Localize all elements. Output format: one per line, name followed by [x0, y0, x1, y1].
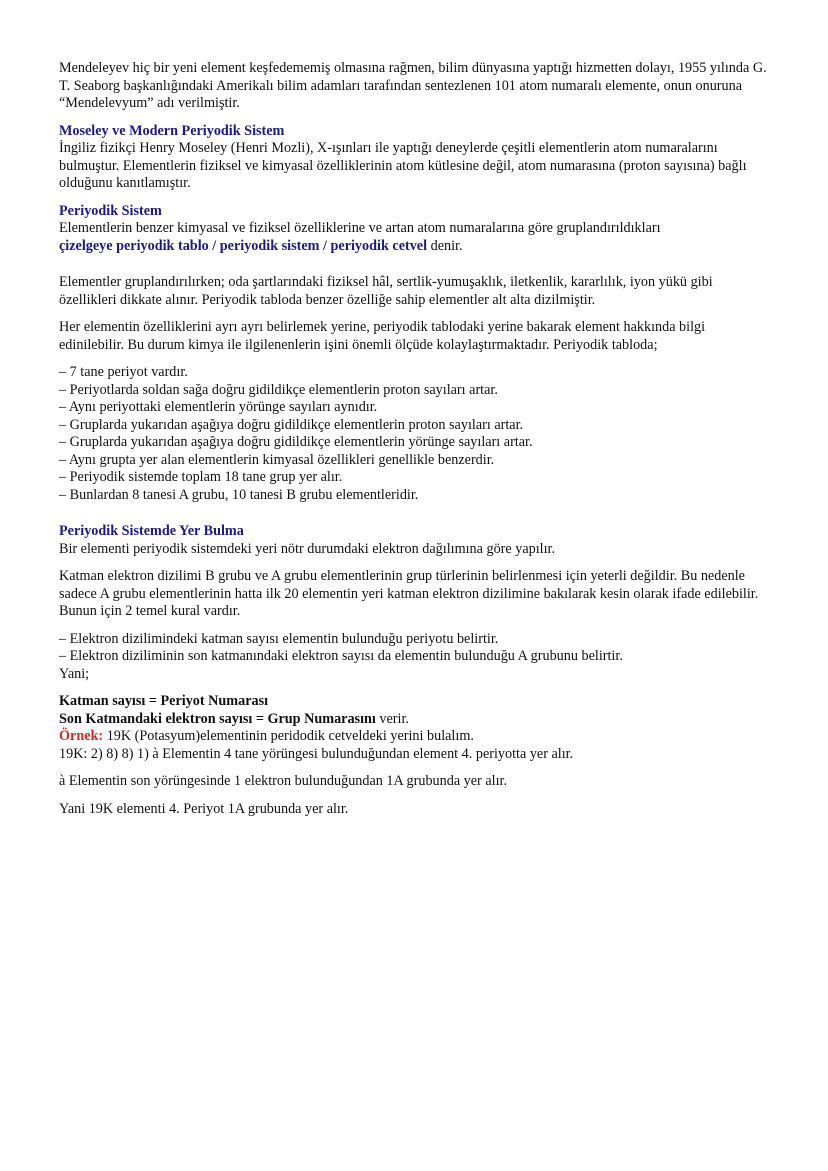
rule-group-bold: Son Katmandaki elektron sayısı = Grup Numarasını [59, 710, 376, 727]
moseley-paragraph: İngiliz fizikçi Henry Moseley (Henri Mozli), X-ışınları ile yaptığı deneylerde çeşitli elementlerin atom numaralarını bulmuştur. Elementlerin fiziksel ve kimyasal özelliklerinin atom kütlesine değil, atom numarasına (proton sayısına) bağlı olduğunu kanıtlamıştır. [59, 140, 747, 191]
benefit-paragraph: Her elementin özelliklerini ayrı ayrı belirlemek yerine, periyodik tablodaki yerine bakarak element hakkında bilgi edinilebilir. Bu durum kimya ile ilgilenenlerin işini önemli ölçüde kolaylaştırmaktadır. Periyodik tabloda; [59, 319, 706, 353]
periodic-facts-list [59, 364, 771, 504]
list-item: – 7 tane periyot vardır. [59, 364, 188, 380]
list-item: – Aynı periyottaki elementlerin yörünge sayıları aynıdır. [59, 399, 378, 415]
conclusion: Yani 19K elementi 4. Periyot 1A grubunda yer alır. [59, 800, 349, 817]
definition-prefix: Elementlerin benzer kimyasal ve fiziksel özelliklerine ve artan atom numaralarına göre gruplandırıldıkları [59, 220, 661, 236]
rules-list [59, 631, 771, 666]
list-item: – Elektron dizilimindeki katman sayısı elementin bulunduğu periyotu belirtir. [59, 630, 499, 647]
periodic-definition [59, 220, 771, 255]
periodic-heading: Periyodik Sistem [59, 202, 162, 219]
example-group-line: à Elementin son yörüngesinde 1 elektron bulunduğundan 1A grubunda yer alır. [59, 773, 507, 789]
example-text: 19K (Potasyum)elementinin peridodik cetveldeki yerini bulalım. [103, 728, 474, 744]
document-page [59, 60, 771, 818]
example-line [59, 728, 771, 746]
list-item: – Periyodik sistemde toplam 18 tane grup yer alır. [59, 469, 343, 485]
list-item: – Gruplarda yukarıdan aşağıya doğru gidildikçe elementlerin yörünge sayıları artar. [59, 434, 533, 450]
grouping-paragraph: Elementler gruplandırılırken; oda şartlarındaki fiziksel hâl, sertlik-yumuşaklık, iletkenlik, kararlılık, iyon yükü gibi özellikleri dikkate alınır. Periyodik tabloda benzer özelliğe sahip elementler alt alta dizilmiştir. [59, 274, 713, 308]
intro-paragraph: Mendeleyev hiç bir yeni element keşfedememiş olmasına rağmen, bilim dünyasına yaptığı hizmetten dolayı, 1955 yılında G. T. Seaborg başkanlığındaki Amerikalı bilim adamları tarafından sentezlenen 101 atom numaralı elemente, onun onuruna “Mendelevyum” adı verilmiştir. [59, 60, 767, 111]
list-item: – Gruplarda yukarıdan aşağıya doğru gidildikçe elementlerin proton sayıları artar. [59, 416, 524, 433]
rule-period: Katman sayısı = Periyot Numarası [59, 693, 269, 709]
finding-intro: Bir elementi periyodik sistemdeki yeri nötr durumdaki elektron dağılımına göre yapılır. [59, 540, 556, 557]
definition-suffix: denir. [427, 237, 463, 254]
moseley-heading: Moseley ve Modern Periyodik Sistem [59, 122, 285, 139]
example-config-line: 19K: 2) 8) 8) 1) à Elementin 4 tane yörüngesi bulunduğundan element 4. periyotta yer alır. [59, 745, 574, 762]
example-label: Örnek: [59, 728, 104, 744]
list-item: – Bunlardan 8 tanesi A grubu, 10 tanesi B grubu elementleridir. [59, 486, 419, 503]
finding-heading: Periyodik Sistemde Yer Bulma [59, 523, 244, 539]
list-item: – Periyotlarda soldan sağa doğru gidildikçe elementlerin proton sayıları artar. [59, 381, 498, 398]
rule-group-suffix: verir. [375, 710, 409, 727]
yani-text: Yani; [59, 665, 90, 682]
rule-group [59, 711, 771, 729]
finding-paragraph: Katman elektron dizilimi B grubu ve A grubu elementlerinin grup türlerinin belirlenmesi için yeterli değildir. Bu nedenle sadece A grubu elementlerinin hatta ilk 20 elementin yeri katman elektron dizilimine bakılarak kesin olarak ifade edilebilir. Bunun için 2 temel kural vardır. [59, 568, 759, 619]
list-item: – Aynı grupta yer alan elementlerin kimyasal özellikleri genellikle benzerdir. [59, 451, 495, 468]
list-item: – Elektron diziliminin son katmanındaki elektron sayısı da elementin bulunduğu A grubunu belirtir. [59, 648, 623, 664]
definition-highlight: çizelgeye periyodik tablo / periyodik sistem / periyodik cetvel [59, 237, 428, 254]
